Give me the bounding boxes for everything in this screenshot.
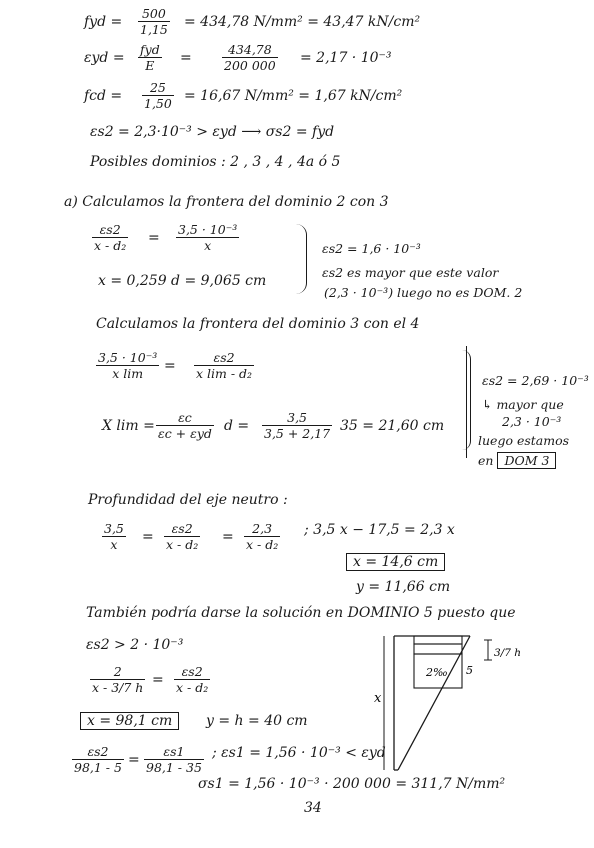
f3-rhs: 35 = 21,60 cm [340, 418, 445, 434]
dom3-box: DOM 3 [497, 452, 556, 469]
page-number: 34 [304, 800, 322, 816]
fyd-num: 500 [138, 6, 170, 22]
fyd-lhs: fyd = [84, 14, 123, 30]
fyd-den: 1,15 [140, 22, 168, 37]
fcd-lhs: fcd = [84, 88, 123, 104]
eyd-num: fyd [140, 42, 160, 57]
label-5: 5 [466, 664, 473, 677]
note1-line-b: εs2 es mayor que este valor [322, 265, 499, 280]
f2-den: x lim [112, 366, 144, 381]
eyd-den: E [145, 58, 155, 73]
f5-den: x - 3/7 h [92, 680, 144, 695]
label-2-per-mil: 2‰ [426, 666, 448, 679]
f6-den2: 98,1 - 35 [146, 760, 202, 775]
f6-eq: = [128, 752, 140, 768]
x-limit-line: x = 0,259 d = 9,065 cm [98, 273, 267, 289]
note1-line-a: εs2 = 1,6 · 10⁻³ [322, 241, 421, 256]
label-x: x [374, 691, 382, 706]
section-layer-1 [414, 636, 462, 644]
eyd-den2: 200 000 [224, 58, 276, 73]
note2-line-c: 2,3 · 10⁻³ [502, 414, 562, 429]
note2-line-b: ↳ mayor que [482, 397, 564, 412]
y-result-line-2: y = h = 40 cm [206, 713, 308, 729]
f1-den2: x [204, 238, 212, 253]
es2-compare: εs2 = 2,3·10⁻³ > εyd ⟶ σs2 = fyd [90, 124, 335, 140]
f1-num: εs2 [92, 222, 128, 238]
f3-num: εc [156, 410, 214, 426]
f4-rhs: ; 3,5 x − 17,5 = 2,3 x [304, 522, 455, 538]
f5-den2: x - d₂ [176, 680, 209, 695]
fcd-num: 25 [142, 80, 174, 96]
f2-num: 3,5 · 10⁻³ [98, 350, 158, 365]
f6-den: 98,1 - 5 [74, 760, 122, 775]
x-result-box: x = 14,6 cm [346, 553, 445, 571]
f3-den: εc + εyd [158, 426, 212, 441]
eyd-rhs: = 2,17 · 10⁻³ [300, 50, 392, 66]
f4-num2: εs2 [164, 521, 200, 537]
tambien-heading: También podría darse la solución en DOMINIO 5 puesto que [86, 605, 516, 621]
f4-num: 3,5 [104, 521, 124, 536]
f4-den3: x - d₂ [246, 537, 279, 552]
es2-greater: εs2 > 2 · 10⁻³ [86, 637, 184, 653]
f3-den2: 3,5 + 2,17 [264, 426, 331, 441]
calc-34-heading: Calculamos la frontera del dominio 3 con el 4 [96, 316, 420, 332]
f5-eq: = [152, 672, 164, 688]
note2-line-a: εs2 = 2,69 · 10⁻³ [482, 373, 589, 388]
f4-den2: x - d₂ [166, 537, 199, 552]
note2-en: en [478, 453, 494, 468]
f4-eq2: = [222, 529, 234, 545]
f5-num: 2 [90, 664, 145, 680]
f2-den2: x lim - d₂ [196, 366, 253, 381]
section-layer-2 [414, 644, 462, 654]
f6-num2: εs1 [144, 744, 204, 760]
note2-line-d: luego estamos [478, 433, 570, 448]
f4-eq: = [142, 529, 154, 545]
f3-num2: 3,5 [262, 410, 332, 426]
fcd-rhs: = 16,67 N/mm² = 1,67 kN/cm² [184, 88, 403, 104]
f6-rhs: ; εs1 = 1,56 · 10⁻³ < εyd [212, 745, 386, 761]
part-a-heading: a) Calculamos la frontera del dominio 2 con 3 [64, 194, 389, 210]
x-result-box-2: x = 98,1 cm [80, 712, 179, 730]
xlim-lhs: X lim = [102, 418, 155, 434]
f1-num2: 3,5 · 10⁻³ [178, 222, 238, 237]
f1-den: x - d₂ [94, 238, 127, 253]
label-37h: 3/7 h [494, 647, 521, 659]
f3-d: d = [224, 418, 250, 434]
f6-num: εs2 [72, 744, 124, 760]
possible-domains: Posibles dominios : 2 , 3 , 4 , 4a ó 5 [90, 154, 341, 170]
strain-line [398, 636, 470, 770]
sigma-s1-line: σs1 = 1,56 · 10⁻³ · 200 000 = 311,7 N/mm² [198, 776, 506, 792]
note1-line-c: (2,3 · 10⁻³) luego no es DOM. 2 [324, 285, 523, 300]
f4-den: x [110, 537, 118, 552]
profundidad-heading: Profundidad del eje neutro : [88, 492, 288, 508]
f4-num3: 2,3 [244, 521, 280, 537]
f2-num2: εs2 [194, 350, 254, 366]
f5-num2: εs2 [174, 664, 210, 680]
eyd-mid: = [180, 50, 192, 66]
fcd-den: 1,50 [144, 96, 172, 111]
eyd-lhs: εyd = [84, 50, 125, 66]
f1-eq: = [148, 230, 160, 246]
eyd-num2: 434,78 [222, 42, 278, 58]
y-result-line: y = 11,66 cm [356, 579, 451, 595]
f2-eq: = [164, 358, 176, 374]
fyd-rhs: = 434,78 N/mm² = 43,47 kN/cm² [184, 14, 421, 30]
